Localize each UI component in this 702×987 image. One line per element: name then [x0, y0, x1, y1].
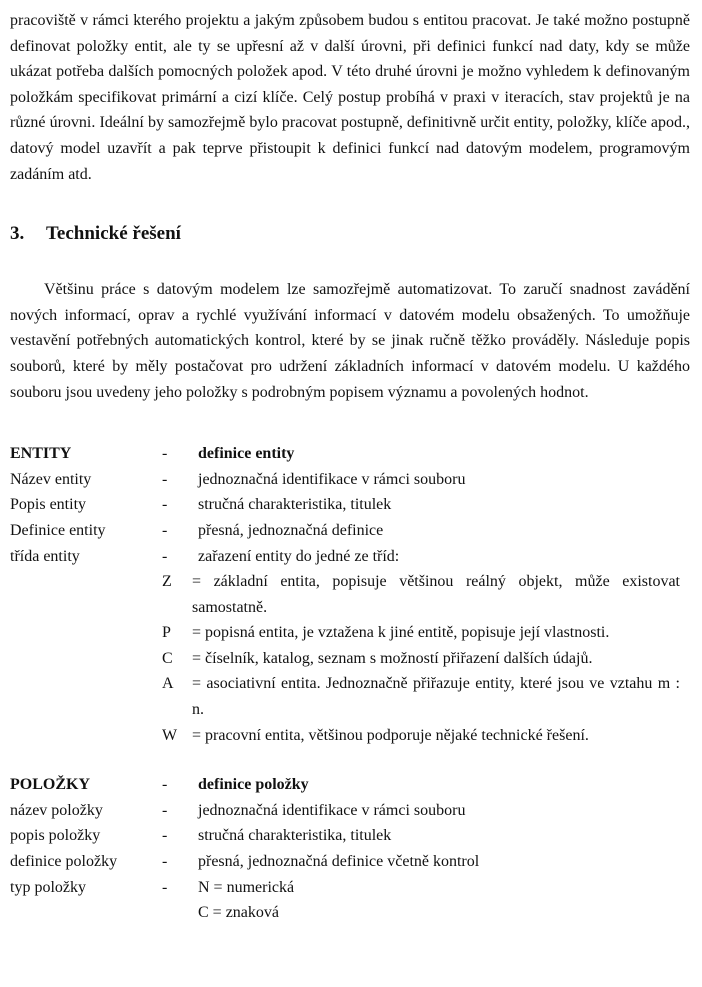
definition-term: Definice entity	[10, 521, 106, 539]
definition-dash: -	[162, 470, 168, 488]
definition-dash: -	[162, 496, 168, 514]
item-type-desc: C = znaková	[198, 904, 279, 922]
definition-row	[10, 798, 690, 824]
section-title: Technické řešení	[46, 223, 181, 245]
definition-dash: -	[162, 853, 168, 871]
definition-row	[10, 849, 690, 875]
document-page	[10, 8, 690, 926]
definition-row	[10, 441, 690, 467]
entity-class-code: W	[162, 726, 178, 744]
entity-class-row	[10, 671, 690, 722]
section-paragraph: Většinu práce s datovým modelem lze samozřejmě automatizovat. To zaručí snadnost zavádění nových informací, oprav a rychlé využívání informací v datovém modelu obsažených. To umožňuje vestavění potřebných automatických kontrol, které by se jinak ručně těžko prováděly. Následuje popis souborů, které by měly postačovat pro udržení základních informací v datovém modelu. U každého souboru jsou uvedeny jeho položky s podrobným popisem významu a povolených hodnot.	[10, 281, 690, 401]
entity-class-row	[10, 620, 690, 646]
entity-class-code: P	[162, 624, 171, 642]
entity-class-desc: = asociativní entita. Jednoznačně přiřazuje entity, které jsou ve vztahu m : n.	[192, 675, 680, 719]
definition-term: Název entity	[10, 470, 92, 488]
definition-term: Popis entity	[10, 496, 87, 514]
definition-row	[10, 823, 690, 849]
entity-class-code: C	[162, 649, 173, 667]
definition-term: popis položky	[10, 827, 101, 845]
definition-dash: -	[162, 445, 168, 463]
intro-paragraph: pracoviště v rámci kterého projektu a jakým způsobem budou s entitou pracovat. Je také možno postupně definovat položky entit, ale ty se upřesní až v další úrovni, při definici funkcí nad daty, kdy se může ukázat potřeba dalších pomocných položek apod. V této druhé úrovni je možno vyhledem k definovaným položkám specifikovat primární a cizí klíče. Celý postup probíhá v praxi v iteracích, stav projektů je na různé úrovni. Ideální by samozřejmě bylo pracovat postupně, definitivně určit entity, položky, klíče apod., datový model uzavřít a pak teprve přistoupit k definici funkcí nad datovým modelem, programovým zadáním atd.	[10, 12, 690, 183]
entity-definition-list	[10, 441, 690, 748]
definition-row	[10, 875, 690, 901]
definition-dash: -	[162, 547, 168, 565]
definition-desc: N = numerická	[198, 878, 295, 896]
definition-desc: definice entity	[198, 445, 295, 463]
definition-term: třída entity	[10, 547, 80, 565]
entity-class-desc: = popisná entita, je vztažena k jiné entitě, popisuje její vlastnosti.	[192, 624, 610, 642]
entity-class-row	[10, 569, 690, 620]
definition-row	[10, 518, 690, 544]
entity-class-desc: = pracovní entita, většinou podporuje nějaké technické řešení.	[192, 726, 589, 744]
definition-term: definice položky	[10, 853, 118, 871]
definition-desc: stručná charakteristika, titulek	[198, 496, 392, 514]
definition-row	[10, 492, 690, 518]
definition-dash: -	[162, 521, 168, 539]
section-heading	[10, 221, 690, 247]
definition-term: název položky	[10, 801, 103, 819]
definition-row	[10, 467, 690, 493]
definition-desc: přesná, jednoznačná definice	[198, 521, 384, 539]
entity-class-row	[10, 646, 690, 672]
entity-class-desc: = číselník, katalog, seznam s možností přiřazení dalších údajů.	[192, 649, 593, 667]
definition-desc: definice položky	[198, 776, 309, 794]
definition-dash: -	[162, 878, 168, 896]
definition-term: ENTITY	[10, 445, 72, 463]
definition-desc: stručná charakteristika, titulek	[198, 827, 392, 845]
definition-term: typ položky	[10, 878, 86, 896]
section-number: 3.	[10, 223, 25, 245]
entity-class-code: A	[162, 675, 174, 693]
definition-row	[10, 900, 690, 926]
definition-desc: jednoznačná identifikace v rámci souboru	[198, 470, 466, 488]
definition-desc: jednoznačná identifikace v rámci souboru	[198, 801, 466, 819]
definition-desc: přesná, jednoznačná definice včetně kontrol	[198, 853, 480, 871]
definition-row	[10, 772, 690, 798]
entity-class-desc: = základní entita, popisuje většinou reálný objekt, může existovat samostatně.	[192, 573, 680, 616]
definition-dash: -	[162, 827, 168, 845]
item-definition-list	[10, 772, 690, 926]
definition-dash: -	[162, 776, 168, 794]
entity-class-row	[10, 723, 690, 749]
definition-desc: zařazení entity do jedné ze tříd:	[198, 547, 400, 565]
entity-class-code: Z	[162, 573, 172, 591]
definition-row	[10, 544, 690, 570]
definition-dash: -	[162, 801, 168, 819]
definition-term: POLOŽKY	[10, 776, 91, 794]
